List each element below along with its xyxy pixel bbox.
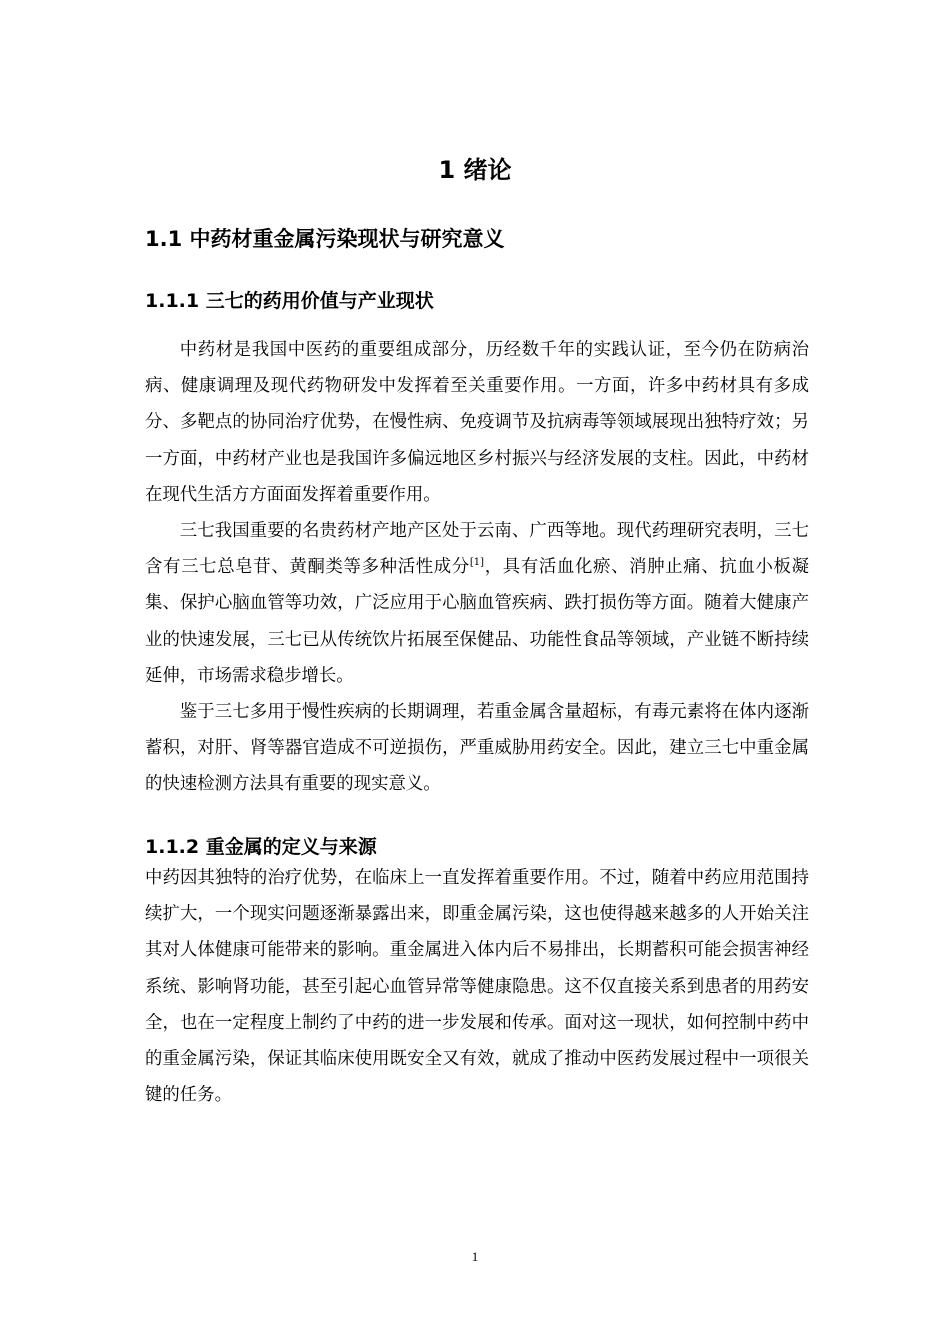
paragraph-2-text-b: ，具有活血化瘀、消肿止痛、抗血小板凝集、保护心脑血管等功效，广泛应用于心脑血管疾病、跌打损伤等方面。随着大健康产业的快速发展，三七已从传统饮片拓展至保健品、功能性食品等领域，产业链不断持续延伸，市场需求稳步增长。 — [145, 557, 809, 686]
subsection-1-body — [145, 332, 809, 803]
paragraph-4: 中药因其独特的治疗优势，在临床上一直发挥着重要作用。不过，随着中药应用范围持续扩大，一个现实问题逐渐暴露出来，即重金属污染，这也使得越来越多的人开始关注其对人体健康可能带来的影响。重金属进入体内后不易排出，长期蓄积可能会损害神经系统、影响肾功能，甚至引起心血管异常等健康隐患。这不仅直接关系到患者的用药安全，也在一定程度上制约了中药的进一步发展和传承。面对这一现状，如何控制中药中的重金属污染，保证其临床使用既安全又有效，就成了推动中医药发展过程中一项很关键的任务。 — [145, 868, 809, 1106]
subsection-2-body — [145, 860, 809, 1113]
paragraph-2 — [145, 513, 809, 694]
subsection-title-1: 1.1.1 三七的药用价值与产业现状 — [145, 290, 434, 312]
page-number: 1 — [471, 1249, 479, 1264]
section-title: 1.1 中药材重金属污染现状与研究意义 — [145, 227, 505, 251]
subsection-title-2: 1.1.2 重金属的定义与来源 — [145, 836, 377, 858]
citation-ref: [1] — [469, 557, 485, 569]
chapter-title: 1 绪论 — [438, 156, 512, 184]
paragraph-2-text-a: 三七我国重要的名贵药材产地产区处于云南、广西等地。现代药理研究表明，三七含有三七总皂苷、黄酮类等多种活性成分 — [145, 521, 809, 578]
paragraph-3: 鉴于三七多用于慢性疾病的长期调理，若重金属含量超标，有毒元素将在体内逐渐蓄积，对肝、肾等器官造成不可逆损伤，严重威胁用药安全。因此，建立三七中重金属的快速检测方法具有重要的现实意义。 — [145, 702, 809, 795]
paragraph-1: 中药材是我国中医药的重要组成部分，历经数千年的实践认证，至今仍在防病治病、健康调理及现代药物研发中发挥着至关重要作用。一方面，许多中药材具有多成分、多靶点的协同治疗优势，在慢性病、免疫调节及抗病毒等领域展现出独特疗效；另一方面，中药材产业也是我国许多偏远地区乡村振兴与经济发展的支柱。因此，中药材在现代生活方方面面发挥着重要作用。 — [145, 340, 809, 505]
